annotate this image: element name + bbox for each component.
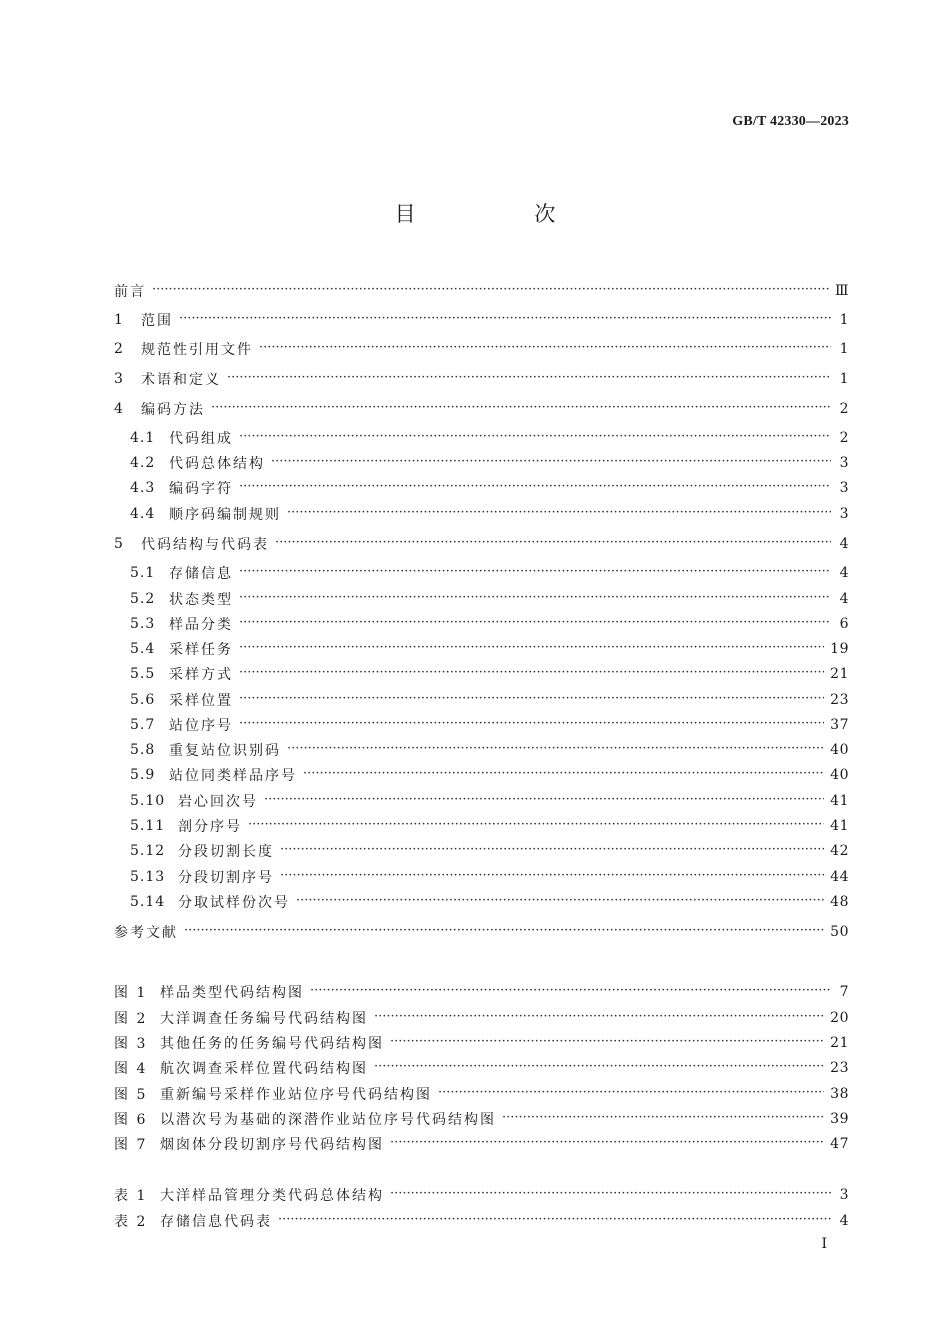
toc-entry-page: 48 xyxy=(830,894,849,910)
figure-entry[interactable] xyxy=(114,1007,849,1029)
leader-dots xyxy=(287,739,824,761)
toc-entry[interactable] xyxy=(114,309,849,331)
leader-dots xyxy=(296,891,824,913)
leader-dots xyxy=(239,689,824,711)
toc-entry-number: 3 xyxy=(114,371,124,387)
figure-page: 23 xyxy=(830,1060,849,1076)
toc-entry-number: 5.11 xyxy=(130,818,166,834)
toc-entry-label: 状态类型 xyxy=(169,592,233,608)
toc-entry-label: 前言 xyxy=(114,284,146,300)
toc-entry-label: 存储信息 xyxy=(169,566,233,582)
toc-entry[interactable] xyxy=(114,764,849,786)
toc-entry-number: 5.8 xyxy=(130,742,156,758)
figure-label: 以潜次号为基础的深潜作业站位序号代码结构图 xyxy=(160,1112,496,1128)
leader-dots xyxy=(152,280,829,302)
toc-entry-number: 5.13 xyxy=(130,869,166,885)
leader-dots xyxy=(259,338,831,360)
toc-entry-label: 编码方法 xyxy=(141,402,205,418)
toc-entry-label: 代码结构与代码表 xyxy=(141,537,269,553)
leader-dots xyxy=(280,866,824,888)
toc-entry-label: 剖分序号 xyxy=(178,819,242,835)
toc-entry-number: 5.12 xyxy=(130,843,166,859)
toc-entry-label: 代码总体结构 xyxy=(169,456,265,472)
figure-page: 47 xyxy=(830,1136,849,1152)
toc-entry-page: 4 xyxy=(839,536,849,552)
leader-dots xyxy=(278,1210,831,1232)
toc-entry[interactable] xyxy=(114,533,849,555)
toc-entry-label: 参考文献 xyxy=(114,925,178,941)
toc-entry-number: 4.3 xyxy=(130,480,156,496)
leader-dots xyxy=(179,309,831,331)
leader-dots xyxy=(502,1108,824,1130)
figure-number: 图 2 xyxy=(114,1011,148,1027)
toc-entry-label: 编码字符 xyxy=(169,481,233,497)
leader-dots xyxy=(211,398,831,420)
leader-dots xyxy=(275,533,831,555)
figure-label: 航次调查采样位置代码结构图 xyxy=(160,1061,368,1077)
toc-entry-page: 42 xyxy=(830,843,849,859)
toc-entry-number: 5.6 xyxy=(130,692,156,708)
toc-entry-page: 4 xyxy=(839,591,849,607)
leader-dots xyxy=(287,503,831,525)
toc-entry-label: 分段切割长度 xyxy=(178,844,274,860)
toc-entry-page: 3 xyxy=(839,455,849,471)
standard-code: GB/T 42330—2023 xyxy=(732,114,849,129)
table-page: 3 xyxy=(839,1187,849,1203)
toc-entry[interactable] xyxy=(114,921,849,943)
toc-entry[interactable] xyxy=(114,663,849,685)
leader-dots xyxy=(264,790,824,812)
figure-entry[interactable] xyxy=(114,1133,849,1155)
toc-entry-number: 5.10 xyxy=(130,793,166,809)
toc-entry[interactable] xyxy=(114,815,849,837)
toc-entry-number: 5 xyxy=(114,536,124,552)
figure-page: 7 xyxy=(839,984,849,1000)
table-entry[interactable] xyxy=(114,1210,849,1232)
figure-label: 大洋调查任务编号代码结构图 xyxy=(160,1011,368,1027)
leader-dots xyxy=(271,452,831,474)
toc-entry[interactable] xyxy=(114,427,849,449)
figure-label: 其他任务的任务编号代码结构图 xyxy=(160,1036,384,1052)
toc-entry-page: 23 xyxy=(830,692,849,708)
leader-dots xyxy=(303,764,824,786)
figure-page: 39 xyxy=(830,1111,849,1127)
toc-entry-number: 2 xyxy=(114,341,124,357)
leader-dots xyxy=(184,921,824,943)
toc-entry-number: 5.4 xyxy=(130,641,156,657)
figure-page: 20 xyxy=(830,1010,849,1026)
toc-entry-page: 3 xyxy=(839,506,849,522)
toc-entry-page: 2 xyxy=(839,401,849,417)
toc-entry-label: 样品分类 xyxy=(169,617,233,633)
leader-dots xyxy=(239,714,824,736)
figure-label: 烟囱体分段切割序号代码结构图 xyxy=(160,1137,384,1153)
toc-entry[interactable] xyxy=(114,739,849,761)
toc-entry-page: 21 xyxy=(830,666,849,682)
toc-entry[interactable] xyxy=(114,891,849,913)
toc-entry-page: 1 xyxy=(839,312,849,328)
figure-entry[interactable] xyxy=(114,1032,849,1054)
toc-entry[interactable] xyxy=(114,398,849,420)
toc-entry-label: 站位序号 xyxy=(169,718,233,734)
toc-entry[interactable] xyxy=(114,477,849,499)
table-page: 4 xyxy=(839,1213,849,1229)
toc-entry[interactable] xyxy=(114,840,849,862)
figure-label: 样品类型代码结构图 xyxy=(160,985,304,1001)
leader-dots xyxy=(390,1184,831,1206)
toc-entry-page: 44 xyxy=(830,869,849,885)
toc-entry-page: 50 xyxy=(830,924,849,940)
figure-number: 图 3 xyxy=(114,1036,148,1052)
toc-entry[interactable] xyxy=(114,790,849,812)
toc-entry-number: 4.1 xyxy=(130,430,156,446)
toc-entry-page: 3 xyxy=(839,480,849,496)
toc-entry-page: 41 xyxy=(830,793,849,809)
toc-entry-number: 5.5 xyxy=(130,666,156,682)
figure-entry[interactable] xyxy=(114,1108,849,1130)
toc-entry[interactable] xyxy=(114,638,849,660)
leader-dots xyxy=(374,1007,824,1029)
toc-entry-page: 40 xyxy=(830,767,849,783)
toc-entry-number: 5.1 xyxy=(130,565,156,581)
toc-entry-number: 1 xyxy=(114,312,124,328)
table-number: 表 1 xyxy=(114,1188,148,1204)
page-title: 目 次 xyxy=(394,202,612,226)
leader-dots xyxy=(280,840,824,862)
toc-entry-label: 采样位置 xyxy=(169,693,233,709)
figure-number: 图 5 xyxy=(114,1087,148,1103)
toc-entry-number: 5.2 xyxy=(130,591,156,607)
leader-dots xyxy=(239,663,824,685)
toc-entry-label: 顺序码编制规则 xyxy=(169,507,281,523)
leader-dots xyxy=(239,562,831,584)
leader-dots xyxy=(438,1083,824,1105)
toc-entry-page: 6 xyxy=(839,616,849,632)
toc-entry[interactable] xyxy=(114,689,849,711)
figure-label: 重新编号采样作业站位序号代码结构图 xyxy=(160,1087,432,1103)
figure-number: 图 7 xyxy=(114,1137,148,1153)
toc-entry-number: 5.9 xyxy=(130,767,156,783)
figure-entry[interactable] xyxy=(114,981,849,1003)
toc-entry[interactable] xyxy=(114,714,849,736)
toc-entry-label: 范围 xyxy=(141,313,173,329)
toc-entry[interactable] xyxy=(114,866,849,888)
figure-number: 图 6 xyxy=(114,1112,148,1128)
toc-entry[interactable] xyxy=(114,452,849,474)
toc-entry-label: 采样方式 xyxy=(169,667,233,683)
toc-entry-number: 5.3 xyxy=(130,616,156,632)
toc-entry-number: 4.4 xyxy=(130,506,156,522)
leader-dots xyxy=(239,638,824,660)
toc-entry[interactable] xyxy=(114,562,849,584)
leader-dots xyxy=(239,613,831,635)
toc-entry[interactable] xyxy=(114,280,849,302)
toc-entry-page: 1 xyxy=(839,341,849,357)
toc-entry[interactable] xyxy=(114,613,849,635)
toc-entry[interactable] xyxy=(114,338,849,360)
table-entry[interactable] xyxy=(114,1184,849,1206)
table-label: 存储信息代码表 xyxy=(160,1214,272,1230)
leader-dots xyxy=(248,815,824,837)
leader-dots xyxy=(374,1057,824,1079)
toc-entry-label: 代码组成 xyxy=(169,431,233,447)
toc-entry-label: 规范性引用文件 xyxy=(141,342,253,358)
table-number: 表 2 xyxy=(114,1214,148,1230)
toc-entry[interactable] xyxy=(114,588,849,610)
figure-number: 图 1 xyxy=(114,985,148,1001)
toc-entry-page: Ⅲ xyxy=(834,283,849,299)
table-label: 大洋样品管理分类代码总体结构 xyxy=(160,1188,384,1204)
toc-entry-page: 4 xyxy=(839,565,849,581)
toc-entry-label: 岩心回次号 xyxy=(178,794,258,810)
page-number: I xyxy=(821,1236,827,1252)
toc-entry-number: 4 xyxy=(114,401,124,417)
toc-entry-number: 5.7 xyxy=(130,717,156,733)
toc-entry-label: 重复站位识别码 xyxy=(169,743,281,759)
leader-dots xyxy=(310,981,831,1003)
toc-entry[interactable] xyxy=(114,368,849,390)
figure-entry[interactable] xyxy=(114,1057,849,1079)
leader-dots xyxy=(239,588,831,610)
toc-entry-page: 40 xyxy=(830,742,849,758)
toc-entry-page: 1 xyxy=(839,371,849,387)
toc-entry-page: 41 xyxy=(830,818,849,834)
figure-entry[interactable] xyxy=(114,1083,849,1105)
toc-entry-label: 分取试样份次号 xyxy=(178,895,290,911)
toc-entry-page: 2 xyxy=(839,430,849,446)
leader-dots xyxy=(390,1032,824,1054)
figure-page: 21 xyxy=(830,1035,849,1051)
toc-entry-label: 采样任务 xyxy=(169,642,233,658)
toc-entry-number: 5.14 xyxy=(130,894,166,910)
toc-entry-number: 4.2 xyxy=(130,455,156,471)
leader-dots xyxy=(227,368,831,390)
leader-dots xyxy=(390,1133,824,1155)
toc-entry-label: 分段切割序号 xyxy=(178,870,274,886)
toc-entry-page: 19 xyxy=(830,641,849,657)
leader-dots xyxy=(239,427,831,449)
toc-entry[interactable] xyxy=(114,503,849,525)
toc-entry-page: 37 xyxy=(830,717,849,733)
figure-page: 38 xyxy=(830,1086,849,1102)
toc-entry-label: 术语和定义 xyxy=(141,372,221,388)
toc-entry-label: 站位同类样品序号 xyxy=(169,768,297,784)
figure-number: 图 4 xyxy=(114,1061,148,1077)
leader-dots xyxy=(239,477,831,499)
